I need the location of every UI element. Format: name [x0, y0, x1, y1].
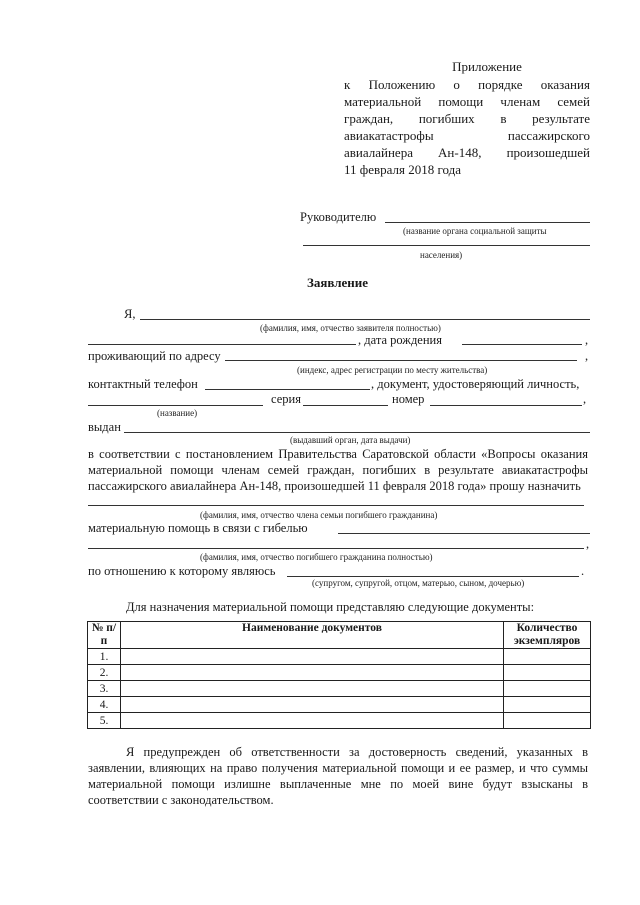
family-member-hint: (фамилия, имя, отчество члена семьи погибшего гражданина): [200, 510, 438, 520]
table-row: [88, 713, 591, 729]
document-count-cell[interactable]: [504, 713, 591, 729]
table-row: [88, 681, 591, 697]
col-number-label: № п/п: [91, 622, 117, 647]
appendix-word: оказания: [540, 77, 590, 92]
doc-name-hint: (название): [157, 408, 198, 418]
appendix-word: произошедшей: [506, 145, 590, 160]
appendix-word: Положению: [368, 77, 436, 92]
family-member-field[interactable]: [88, 505, 584, 506]
ya-label: Я,: [124, 307, 136, 321]
appendix-reference: [344, 76, 590, 178]
appendix-word: о: [453, 77, 460, 92]
appendix-word: Ан-148,: [438, 145, 482, 160]
appendix-line: [344, 144, 590, 161]
appendix-line: [344, 110, 590, 127]
comma-2: ,: [585, 349, 589, 363]
appendix-word: семей: [557, 94, 590, 109]
col-count-header: [504, 622, 591, 649]
addressee-hint-1: (название органа социальной защиты: [403, 226, 547, 236]
document-name-cell[interactable]: [121, 681, 504, 697]
address-hint: (индекс, адрес регистрации по месту жительства): [297, 365, 488, 375]
documents-table: [87, 621, 591, 729]
table-header-row: [88, 622, 591, 649]
document-count-cell[interactable]: [504, 665, 591, 681]
appendix-word: авиалайнера: [344, 145, 413, 160]
row-number: 3.: [88, 681, 121, 697]
appendix-word: 11 февраля 2018 года: [344, 162, 461, 177]
addressee-field-2[interactable]: [303, 245, 590, 246]
phone-label: контактный телефон: [88, 377, 198, 391]
deceased-name-hint: (фамилия, имя, отчество погибшего гражданина полностью): [200, 552, 433, 562]
document-count-cell[interactable]: [504, 649, 591, 665]
appendix-word: порядке: [478, 77, 523, 92]
document-name-cell[interactable]: [121, 713, 504, 729]
appendix-word: членам: [500, 94, 541, 109]
document-count-cell[interactable]: [504, 681, 591, 697]
identity-doc-label: , документ, удостоверяющий личность,: [371, 377, 580, 391]
comma-4: ,: [586, 537, 590, 551]
addressee-field[interactable]: [385, 222, 590, 223]
appendix-line: [344, 93, 590, 110]
appendix-word: авиакатастрофы: [344, 128, 434, 143]
appendix-word: пассажирского: [507, 128, 590, 143]
row-number: 5.: [88, 713, 121, 729]
appendix-header: [344, 58, 590, 75]
resolution-paragraph: в соответствии с постановлением Правительства Саратовской области «Вопросы оказания материальной помощи членам семей граждан, погибших в результате авиакатастрофы пассажирского авиалайнера Ан-148, произошедшей 11 февраля 2018 года» прошу назначить: [88, 447, 588, 493]
documents-intro: Для назначения материальной помощи представляю следующие документы:: [126, 600, 535, 614]
appendix-word: погибших: [418, 111, 475, 126]
appendix-line: [344, 161, 590, 178]
phone-field[interactable]: [205, 389, 370, 390]
addressee-hint-2: населения): [420, 250, 463, 260]
relation-hint: (супругом, супругой, отцом, матерью, сыном, дочерью): [312, 578, 525, 588]
deceased-name-field-2[interactable]: [88, 548, 584, 549]
col-docs-label: Наименование документов: [242, 622, 382, 634]
appendix-line: [344, 127, 590, 144]
col-count-label: Количество экземпляров: [513, 622, 581, 647]
appendix-word: материальной: [344, 94, 422, 109]
row-number: 1.: [88, 649, 121, 665]
appendix-word: результате: [532, 111, 590, 126]
series-label: серия: [271, 392, 301, 406]
comma-1: ,: [585, 333, 589, 347]
issued-field[interactable]: [124, 432, 590, 433]
birth-label: , дата рождения: [358, 333, 442, 347]
appendix-line: [344, 76, 590, 93]
table-row: [88, 649, 591, 665]
col-number-header: [88, 622, 121, 649]
comma-3: ,: [583, 392, 587, 406]
document-count-cell[interactable]: [504, 697, 591, 713]
series-field[interactable]: [303, 405, 388, 406]
doc-name-field[interactable]: [88, 405, 263, 406]
document-name-cell[interactable]: [121, 697, 504, 713]
row-number: 4.: [88, 697, 121, 713]
number-label: номер: [392, 392, 425, 406]
period: .: [581, 564, 585, 578]
table-row: [88, 665, 591, 681]
applicant-name-hint: (фамилия, имя, отчество заявителя полностью): [260, 323, 441, 333]
appendix-word: к: [344, 77, 351, 92]
appendix-word: в: [500, 111, 507, 126]
appendix-title: Приложение: [452, 59, 522, 74]
document-name-cell[interactable]: [121, 649, 504, 665]
number-field[interactable]: [430, 405, 582, 406]
address-label: проживающий по адресу: [88, 349, 221, 363]
table-row: [88, 697, 591, 713]
row-number: 2.: [88, 665, 121, 681]
relation-field[interactable]: [287, 576, 579, 577]
addressee-label: Руководителю: [300, 210, 377, 224]
document-name-cell[interactable]: [121, 665, 504, 681]
issued-hint: (выдавший орган, дата выдачи): [290, 435, 411, 445]
birth-date-field[interactable]: [462, 344, 582, 345]
issued-label: выдан: [88, 420, 121, 434]
col-docs-header: [121, 622, 504, 649]
relation-label: по отношению к которому являюсь: [88, 564, 276, 578]
address-field[interactable]: [225, 360, 577, 361]
applicant-name-field-2[interactable]: [88, 344, 356, 345]
deceased-name-field[interactable]: [338, 533, 590, 534]
liability-warning: Я предупрежден об ответственности за достоверность сведений, указанных в заявлении, влияющих на право получения материальной помощи и ее размер, и что суммы материальной помощи излишне выплаченные мне по моей вине будут взысканы в соответствии с законодательством.: [88, 745, 588, 807]
applicant-name-field[interactable]: [140, 319, 590, 320]
aid-label: материальную помощь в связи с гибелью: [88, 521, 308, 535]
appendix-word: граждан,: [344, 111, 394, 126]
form-title: Заявление: [307, 275, 369, 290]
appendix-word: помощи: [438, 94, 484, 109]
